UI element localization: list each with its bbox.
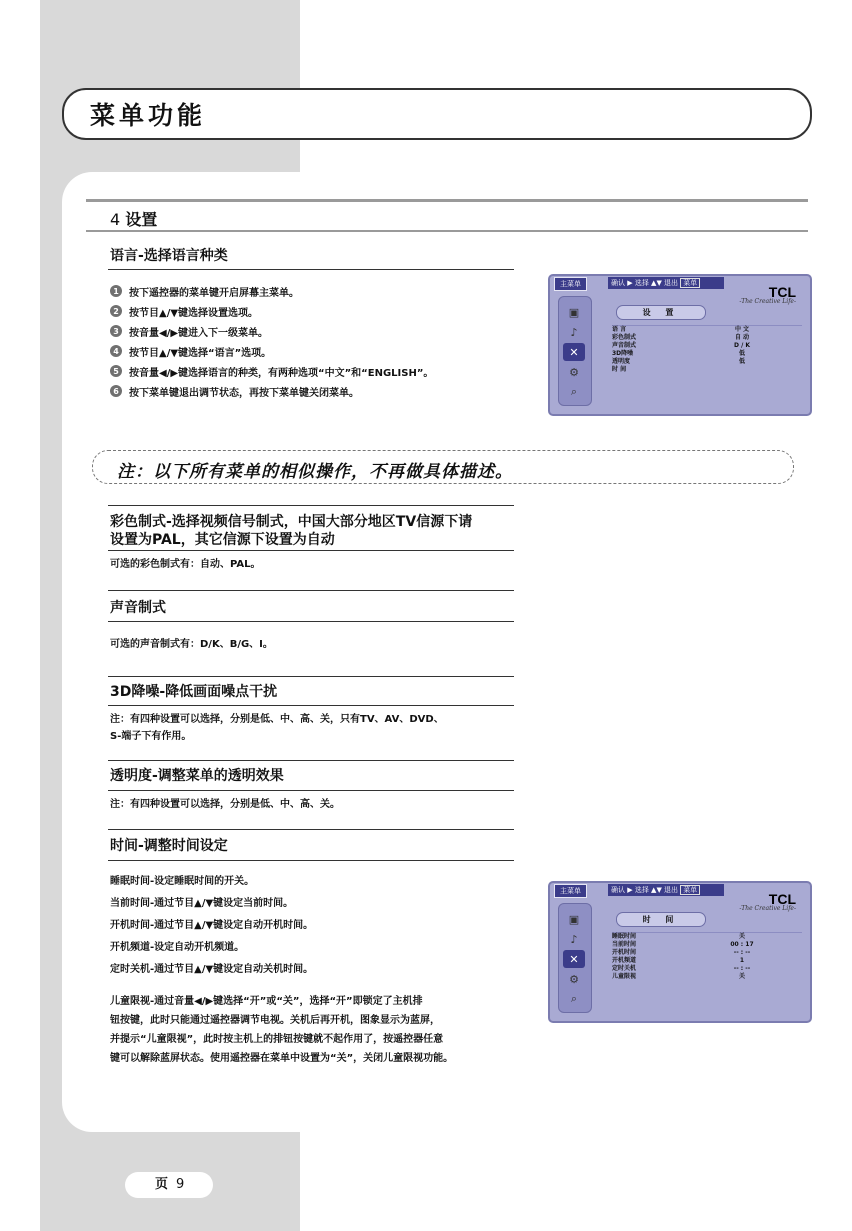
tv-row-value: -- : -- — [733, 965, 751, 972]
noise-heading: 3D降噪-降低画面噪点干扰 — [110, 684, 278, 700]
tv-row — [612, 941, 802, 949]
text-line: 注：有四种设置可以选择，分别是低、中、高、关，只有TV、AV、DVD、 — [110, 714, 444, 725]
chapter-header — [62, 88, 812, 140]
step-number: 5 — [110, 365, 122, 377]
tv-side-icons — [558, 903, 592, 1013]
heading-line: 设置为PAL，其它信源下设置为自动 — [110, 532, 335, 548]
tv-menu-time — [548, 881, 812, 1023]
tv-hint-bar — [608, 277, 724, 289]
step-item — [110, 341, 433, 361]
tv-row — [612, 965, 802, 973]
step-item — [110, 301, 433, 321]
tv-row-value: D / K — [734, 342, 750, 349]
tv-row — [612, 350, 802, 358]
tv-hint-menu: 菜单 — [680, 885, 700, 895]
divider — [108, 860, 514, 861]
divider — [108, 550, 514, 551]
search-icon: ⌕ — [570, 385, 578, 398]
page-number: 9 — [176, 1177, 185, 1192]
divider — [108, 705, 514, 706]
section-bottom-rule — [86, 230, 808, 232]
tv-row — [612, 957, 802, 965]
tv-menu-settings — [548, 274, 812, 416]
tv-row-value: 低 — [738, 350, 745, 357]
time-heading: 时间-调整时间设定 — [110, 838, 228, 854]
tv-row-key: 睡眠时间 — [612, 933, 637, 940]
tv-row-value: 关 — [738, 933, 745, 940]
step-item — [110, 321, 433, 341]
divider — [108, 760, 514, 761]
tv-row-value: 00 : 17 — [730, 941, 754, 948]
page-label: 页 — [155, 1177, 169, 1192]
gear-icon: ⚙ — [569, 365, 579, 379]
step-item — [110, 361, 433, 381]
time-line: 当前时间-通过节目▲/▼键设定当前时间。 — [110, 898, 294, 909]
picture-icon: ▣ — [568, 305, 580, 319]
sound-icon: ♪ — [570, 932, 578, 946]
child-line: 钮按键，此时只能通过遥控器调节电视。关机后再开机，图象显示为蓝屏， — [110, 1015, 440, 1026]
tv-hint-text: 确认 ▶ 选择 ▲▼ 退出 — [611, 886, 679, 894]
tv-hint-text: 确认 ▶ 选择 ▲▼ 退出 — [611, 279, 679, 287]
color-system-heading — [110, 513, 472, 549]
tv-row-value: 关 — [738, 973, 745, 980]
tv-row-value: 1 — [739, 957, 745, 964]
tv-row — [612, 973, 802, 981]
step-item — [110, 381, 433, 401]
step-number: 3 — [110, 325, 122, 337]
note-box — [92, 450, 794, 484]
noise-text — [110, 711, 444, 745]
divider — [108, 621, 514, 622]
tv-row — [612, 933, 802, 941]
tv-row-value: 自 动 — [734, 334, 750, 341]
tcl-logo: TCL — [768, 891, 796, 907]
step-text: 按下遥控器的菜单键开启屏幕主菜单。 — [129, 287, 299, 299]
tv-side-icons — [558, 296, 592, 406]
divider — [108, 505, 514, 506]
tv-row-key: 开机时间 — [612, 949, 637, 956]
time-line: 睡眠时间-设定睡眠时间的开关。 — [110, 876, 255, 887]
tv-row-value: 中 文 — [734, 326, 750, 333]
section-number: 4 — [110, 210, 121, 229]
divider — [108, 590, 514, 591]
sound-system-heading: 声音制式 — [110, 600, 166, 616]
page-number-badge — [125, 1172, 213, 1198]
tv-main-menu-label: 主菜单 — [554, 884, 587, 898]
time-lines — [110, 871, 313, 981]
color-system-text: 可选的彩色制式有：自动、PAL。 — [110, 559, 261, 570]
step-text: 按节目▲/▼键选择“语言”选项。 — [129, 347, 272, 359]
tv-row — [612, 358, 802, 366]
language-heading: 语言-选择语言种类 — [110, 248, 228, 264]
tv-main-menu-label: 主菜单 — [554, 277, 587, 291]
tv-row-key: 开机频道 — [612, 957, 637, 964]
transparency-text: 注：有四种设置可以选择，分别是低、中、高、关。 — [110, 799, 340, 810]
time-line: 开机频道-设定自动开机频道。 — [110, 942, 245, 953]
tv-row — [612, 342, 802, 350]
time-line: 定时关机-通过节目▲/▼键设定自动关机时间。 — [110, 964, 314, 975]
tv-menu-title: 设 置 — [616, 305, 706, 320]
tcl-slogan: -The Creative Life- — [739, 298, 796, 305]
time-line: 开机时间-通过节目▲/▼键设定自动开机时间。 — [110, 920, 314, 931]
tv-row-key: 定时关机 — [612, 965, 637, 972]
tv-row-key: 时 间 — [612, 366, 627, 373]
tv-row-key: 语 言 — [612, 326, 627, 333]
step-text: 按节目▲/▼键选择设置选项。 — [129, 307, 259, 319]
tcl-logo: TCL — [768, 284, 796, 300]
note-text: 注：以下所有菜单的相似操作，不再做具体描述。 — [117, 462, 513, 482]
sound-icon: ♪ — [570, 325, 578, 339]
tv-row — [612, 326, 802, 334]
section-top-rule — [86, 199, 808, 202]
child-line: 儿童限视-通过音量◀/▶键选择“开”或“关”，选择“开”即锁定了主机排 — [110, 996, 423, 1007]
tv-row-key: 儿童限视 — [612, 973, 637, 980]
picture-icon: ▣ — [568, 912, 580, 926]
step-number: 6 — [110, 385, 122, 397]
tv-menu-table — [612, 932, 802, 1015]
tv-row — [612, 366, 802, 374]
tv-row-value — [712, 366, 772, 374]
tcl-slogan: -The Creative Life- — [739, 905, 796, 912]
tools-icon: ✕ — [563, 343, 585, 361]
divider — [108, 790, 514, 791]
section-title — [110, 207, 157, 230]
step-number: 4 — [110, 345, 122, 357]
tools-icon: ✕ — [563, 950, 585, 968]
sound-system-text: 可选的声音制式有：D/K、B/G、I。 — [110, 639, 273, 650]
tv-row — [612, 949, 802, 957]
tv-hint-menu: 菜单 — [680, 278, 700, 288]
tv-row-key: 声音制式 — [612, 342, 637, 349]
text-line: S-端子下有作用。 — [110, 731, 192, 742]
divider — [108, 269, 514, 270]
step-number: 2 — [110, 305, 122, 317]
divider — [108, 676, 514, 677]
heading-line: 彩色制式-选择视频信号制式，中国大部分地区TV信源下请 — [110, 514, 473, 530]
search-icon: ⌕ — [570, 992, 578, 1005]
chapter-title: 菜单功能 — [90, 101, 207, 130]
child-line: 键可以解除蓝屏状态。使用遥控器在菜单中设置为“关”，关闭儿童限视功能。 — [110, 1053, 454, 1064]
language-steps — [110, 281, 433, 401]
child-line: 并提示“儿童限视”，此时按主机上的排钮按键就不起作用了，按遥控器任意 — [110, 1034, 444, 1045]
tv-row-value: -- : -- — [733, 949, 751, 956]
section-name: 设置 — [125, 210, 158, 229]
step-number: 1 — [110, 285, 122, 297]
tv-hint-bar — [608, 884, 724, 896]
step-text: 按音量◀/▶键进入下一级菜单。 — [129, 327, 269, 339]
tv-menu-table — [612, 325, 802, 408]
tv-row-key: 3D降噪 — [612, 350, 634, 357]
divider — [108, 829, 514, 830]
child-lock-text — [110, 992, 453, 1068]
gear-icon: ⚙ — [569, 972, 579, 986]
tv-row-key: 透明度 — [612, 358, 631, 365]
tv-menu-title: 时 间 — [616, 912, 706, 927]
step-text: 按下菜单键退出调节状态，再按下菜单键关闭菜单。 — [129, 387, 359, 399]
tv-row-value: 低 — [738, 358, 745, 365]
step-item — [110, 281, 433, 301]
tv-row-key: 当前时间 — [612, 941, 637, 948]
step-text: 按音量◀/▶键选择语言的种类，有两种选项“中文”和“ENGLISH”。 — [129, 367, 434, 379]
transparency-heading: 透明度-调整菜单的透明效果 — [110, 768, 284, 784]
tv-row-key: 彩色制式 — [612, 334, 637, 341]
tv-row — [612, 334, 802, 342]
